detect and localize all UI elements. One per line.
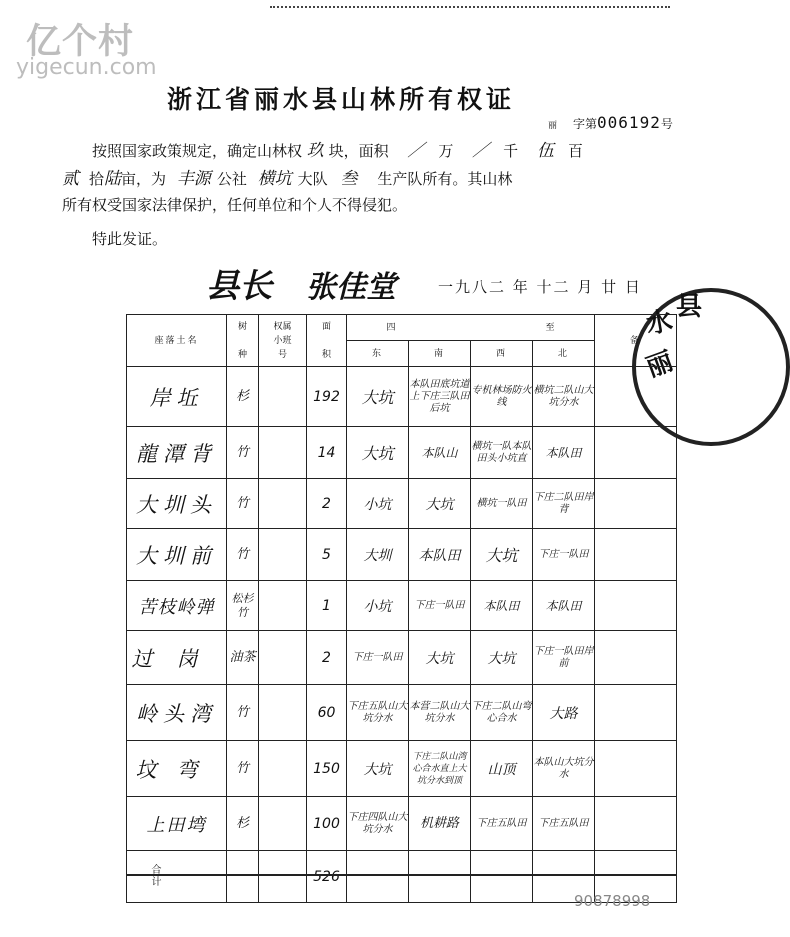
header-sub-1: 权属 xyxy=(273,321,292,332)
row-remark xyxy=(595,741,677,797)
table-row xyxy=(127,631,677,685)
row-place: 过岗 xyxy=(127,631,227,685)
header-bounds-1: 四 xyxy=(386,322,396,333)
row-east: 下庄四队山大坑分水 xyxy=(347,797,409,851)
row-remark xyxy=(595,581,677,631)
row-subcompartment xyxy=(259,427,307,479)
area-wan: ／ xyxy=(407,141,425,161)
row-species: 竹 xyxy=(227,427,259,479)
para2-text-1: 拾 xyxy=(89,170,105,188)
row-south: 机耕路 xyxy=(409,797,471,851)
row-place: 上田塆 xyxy=(127,797,227,851)
table-row xyxy=(127,367,677,427)
total-species xyxy=(227,851,259,903)
row-south: 本队田底坑道上下庄三队田后坑 xyxy=(409,367,471,427)
row-east: 下庄五队山大坑分水 xyxy=(347,685,409,741)
signature-signer: 张佳堂 xyxy=(306,270,396,305)
brigade-name: 横坑 xyxy=(257,169,292,189)
row-west: 山顶 xyxy=(471,741,533,797)
row-west: 下庄五队田 xyxy=(471,797,533,851)
para1-text-1: 按照国家政策规定，确定山林权 xyxy=(92,142,303,160)
header-species-2: 种 xyxy=(237,349,247,360)
header-place: 座落土名 xyxy=(127,315,227,367)
row-species: 竹 xyxy=(227,685,259,741)
row-species: 油茶 xyxy=(227,631,259,685)
row-north: 下庄二队田岸背 xyxy=(533,479,595,529)
total-label: 合计 xyxy=(127,851,227,903)
header-species-1: 树 xyxy=(237,321,247,332)
seal-char-1: 丽 xyxy=(642,346,678,384)
row-west: 专机林场防火线 xyxy=(471,367,533,427)
area-shi: 贰 xyxy=(62,169,79,189)
certificate-number xyxy=(548,113,673,132)
para1-text-5: 百 xyxy=(567,142,583,160)
row-west: 下庄二队山弯心合水 xyxy=(471,685,533,741)
row-species: 竹 xyxy=(227,741,259,797)
cert-ref: 丽 xyxy=(548,121,558,131)
table-row xyxy=(127,529,677,581)
row-subcompartment xyxy=(259,479,307,529)
row-west: 横坑一队本队田头小坑直 xyxy=(471,427,533,479)
row-east: 大坑 xyxy=(347,427,409,479)
plots-count: 玖 xyxy=(306,141,324,161)
row-east: 大坑 xyxy=(347,367,409,427)
area-qian: ／ xyxy=(472,141,490,161)
header-sub-3: 号 xyxy=(277,349,287,360)
row-place: 岸坵 xyxy=(127,367,227,427)
total-east xyxy=(347,851,409,903)
header-subcompartment xyxy=(259,315,307,367)
row-species: 松杉竹 xyxy=(227,581,259,631)
row-south: 大坑 xyxy=(409,479,471,529)
para2-text-4: 大队 xyxy=(297,170,328,188)
row-west: 横坑一队田 xyxy=(471,479,533,529)
watermark-cn: 亿个村 xyxy=(26,22,135,62)
table-row xyxy=(127,685,677,741)
table-row xyxy=(127,741,677,797)
para1-text-4: 千 xyxy=(503,142,519,160)
para1-text-2: 块，面积 xyxy=(328,142,389,160)
row-north: 下庄一队田 xyxy=(533,529,595,581)
team-name: 叁 xyxy=(340,169,358,189)
image-id: 90878998 xyxy=(574,892,651,910)
header-remark: 备 xyxy=(595,315,677,367)
para2-text-5: 生产队所有。其山林 xyxy=(377,170,513,188)
total-area: 526 xyxy=(307,851,347,903)
row-area: 1 xyxy=(307,581,347,631)
row-subcompartment xyxy=(259,631,307,685)
row-south: 大坑 xyxy=(409,631,471,685)
header-bounds-2: 至 xyxy=(545,322,555,333)
para1-text-3: 万 xyxy=(438,142,454,160)
row-area: 2 xyxy=(307,479,347,529)
row-species: 杉 xyxy=(227,367,259,427)
row-place: 岭头湾 xyxy=(127,685,227,741)
table-row xyxy=(127,797,677,851)
total-west xyxy=(471,851,533,903)
table-row xyxy=(127,427,677,479)
row-south: 本队田 xyxy=(409,529,471,581)
row-area: 2 xyxy=(307,631,347,685)
header-area-1: 面 xyxy=(321,321,331,332)
row-subcompartment xyxy=(259,367,307,427)
total-south xyxy=(409,851,471,903)
area-bai: 伍 xyxy=(536,141,554,161)
top-border-dots xyxy=(270,6,670,22)
row-north: 本队山大坑分水 xyxy=(533,741,595,797)
row-species: 杉 xyxy=(227,797,259,851)
row-subcompartment xyxy=(259,529,307,581)
row-remark xyxy=(595,367,677,427)
row-place: 苦枝岭弹 xyxy=(127,581,227,631)
header-row-1 xyxy=(127,315,677,341)
row-area: 192 xyxy=(307,367,347,427)
table-row xyxy=(127,479,677,529)
paragraph-3: 所有权受国家法律保护，任何单位和个人不得侵犯。 xyxy=(62,196,408,214)
row-remark xyxy=(595,797,677,851)
cert-prefix: 字第 xyxy=(573,117,598,131)
header-species xyxy=(227,315,259,367)
header-area-2: 积 xyxy=(321,349,331,360)
signature-date: 一九八二 年 十二 月 廿 日 xyxy=(438,278,642,296)
row-east: 小坑 xyxy=(347,581,409,631)
table-row xyxy=(127,581,677,631)
row-south: 本营二队山大坑分水 xyxy=(409,685,471,741)
row-place: 坟弯 xyxy=(127,741,227,797)
total-subcompartment xyxy=(259,851,307,903)
seal-char-3: 县 xyxy=(676,292,703,322)
header-north: 北 xyxy=(533,341,595,367)
row-place: 大圳头 xyxy=(127,479,227,529)
row-north: 本队田 xyxy=(533,427,595,479)
row-place: 龍潭背 xyxy=(127,427,227,479)
table-bottom-rule xyxy=(126,874,676,876)
row-remark xyxy=(595,427,677,479)
forest-ledger-table xyxy=(126,314,677,903)
row-south: 下庄二队山湾心合水直上大坑分水到顶 xyxy=(409,741,471,797)
row-area: 60 xyxy=(307,685,347,741)
paragraph-2 xyxy=(62,166,668,192)
row-remark xyxy=(595,685,677,741)
header-sub-2: 小班 xyxy=(273,335,292,346)
watermark-en: yigecun.com xyxy=(16,55,157,80)
header-bounds xyxy=(347,315,595,341)
row-east: 小坑 xyxy=(347,479,409,529)
header-south: 南 xyxy=(409,341,471,367)
header-area xyxy=(307,315,347,367)
para2-text-2: 亩，为 xyxy=(121,170,167,188)
row-subcompartment xyxy=(259,741,307,797)
row-subcompartment xyxy=(259,797,307,851)
row-west: 大坑 xyxy=(471,631,533,685)
row-north: 横坑二队山大坑分水 xyxy=(533,367,595,427)
paragraph-4: 特此发证。 xyxy=(92,230,168,248)
row-area: 5 xyxy=(307,529,347,581)
header-east: 东 xyxy=(347,341,409,367)
paragraph-1 xyxy=(92,138,668,164)
row-remark xyxy=(595,479,677,529)
header-west: 西 xyxy=(471,341,533,367)
row-area: 14 xyxy=(307,427,347,479)
row-south: 本队山 xyxy=(409,427,471,479)
row-place: 大圳前 xyxy=(127,529,227,581)
row-south: 下庄一队田 xyxy=(409,581,471,631)
row-east: 大坑 xyxy=(347,741,409,797)
cert-suffix: 号 xyxy=(660,117,673,131)
row-species: 竹 xyxy=(227,529,259,581)
seal-char-2: 水 xyxy=(644,305,675,340)
row-remark xyxy=(595,529,677,581)
row-area: 100 xyxy=(307,797,347,851)
row-west: 本队田 xyxy=(471,581,533,631)
row-subcompartment xyxy=(259,685,307,741)
para2-text-3: 公社 xyxy=(216,170,247,188)
signature-label: 县长 xyxy=(206,266,272,305)
row-species: 竹 xyxy=(227,479,259,529)
commune-name: 丰源 xyxy=(176,169,211,189)
row-north: 下庄一队田岸前 xyxy=(533,631,595,685)
cert-number: 006192 xyxy=(597,113,661,132)
row-east: 大圳 xyxy=(347,529,409,581)
row-area: 150 xyxy=(307,741,347,797)
row-north: 大路 xyxy=(533,685,595,741)
row-east: 下庄一队田 xyxy=(347,631,409,685)
row-north: 下庄五队田 xyxy=(533,797,595,851)
row-subcompartment xyxy=(259,581,307,631)
row-remark xyxy=(595,631,677,685)
row-west: 大坑 xyxy=(471,529,533,581)
area-mu: 陆 xyxy=(104,169,122,189)
document-title: 浙江省丽水县山林所有权证 xyxy=(166,85,515,114)
row-north: 本队田 xyxy=(533,581,595,631)
watermark xyxy=(0,0,175,90)
